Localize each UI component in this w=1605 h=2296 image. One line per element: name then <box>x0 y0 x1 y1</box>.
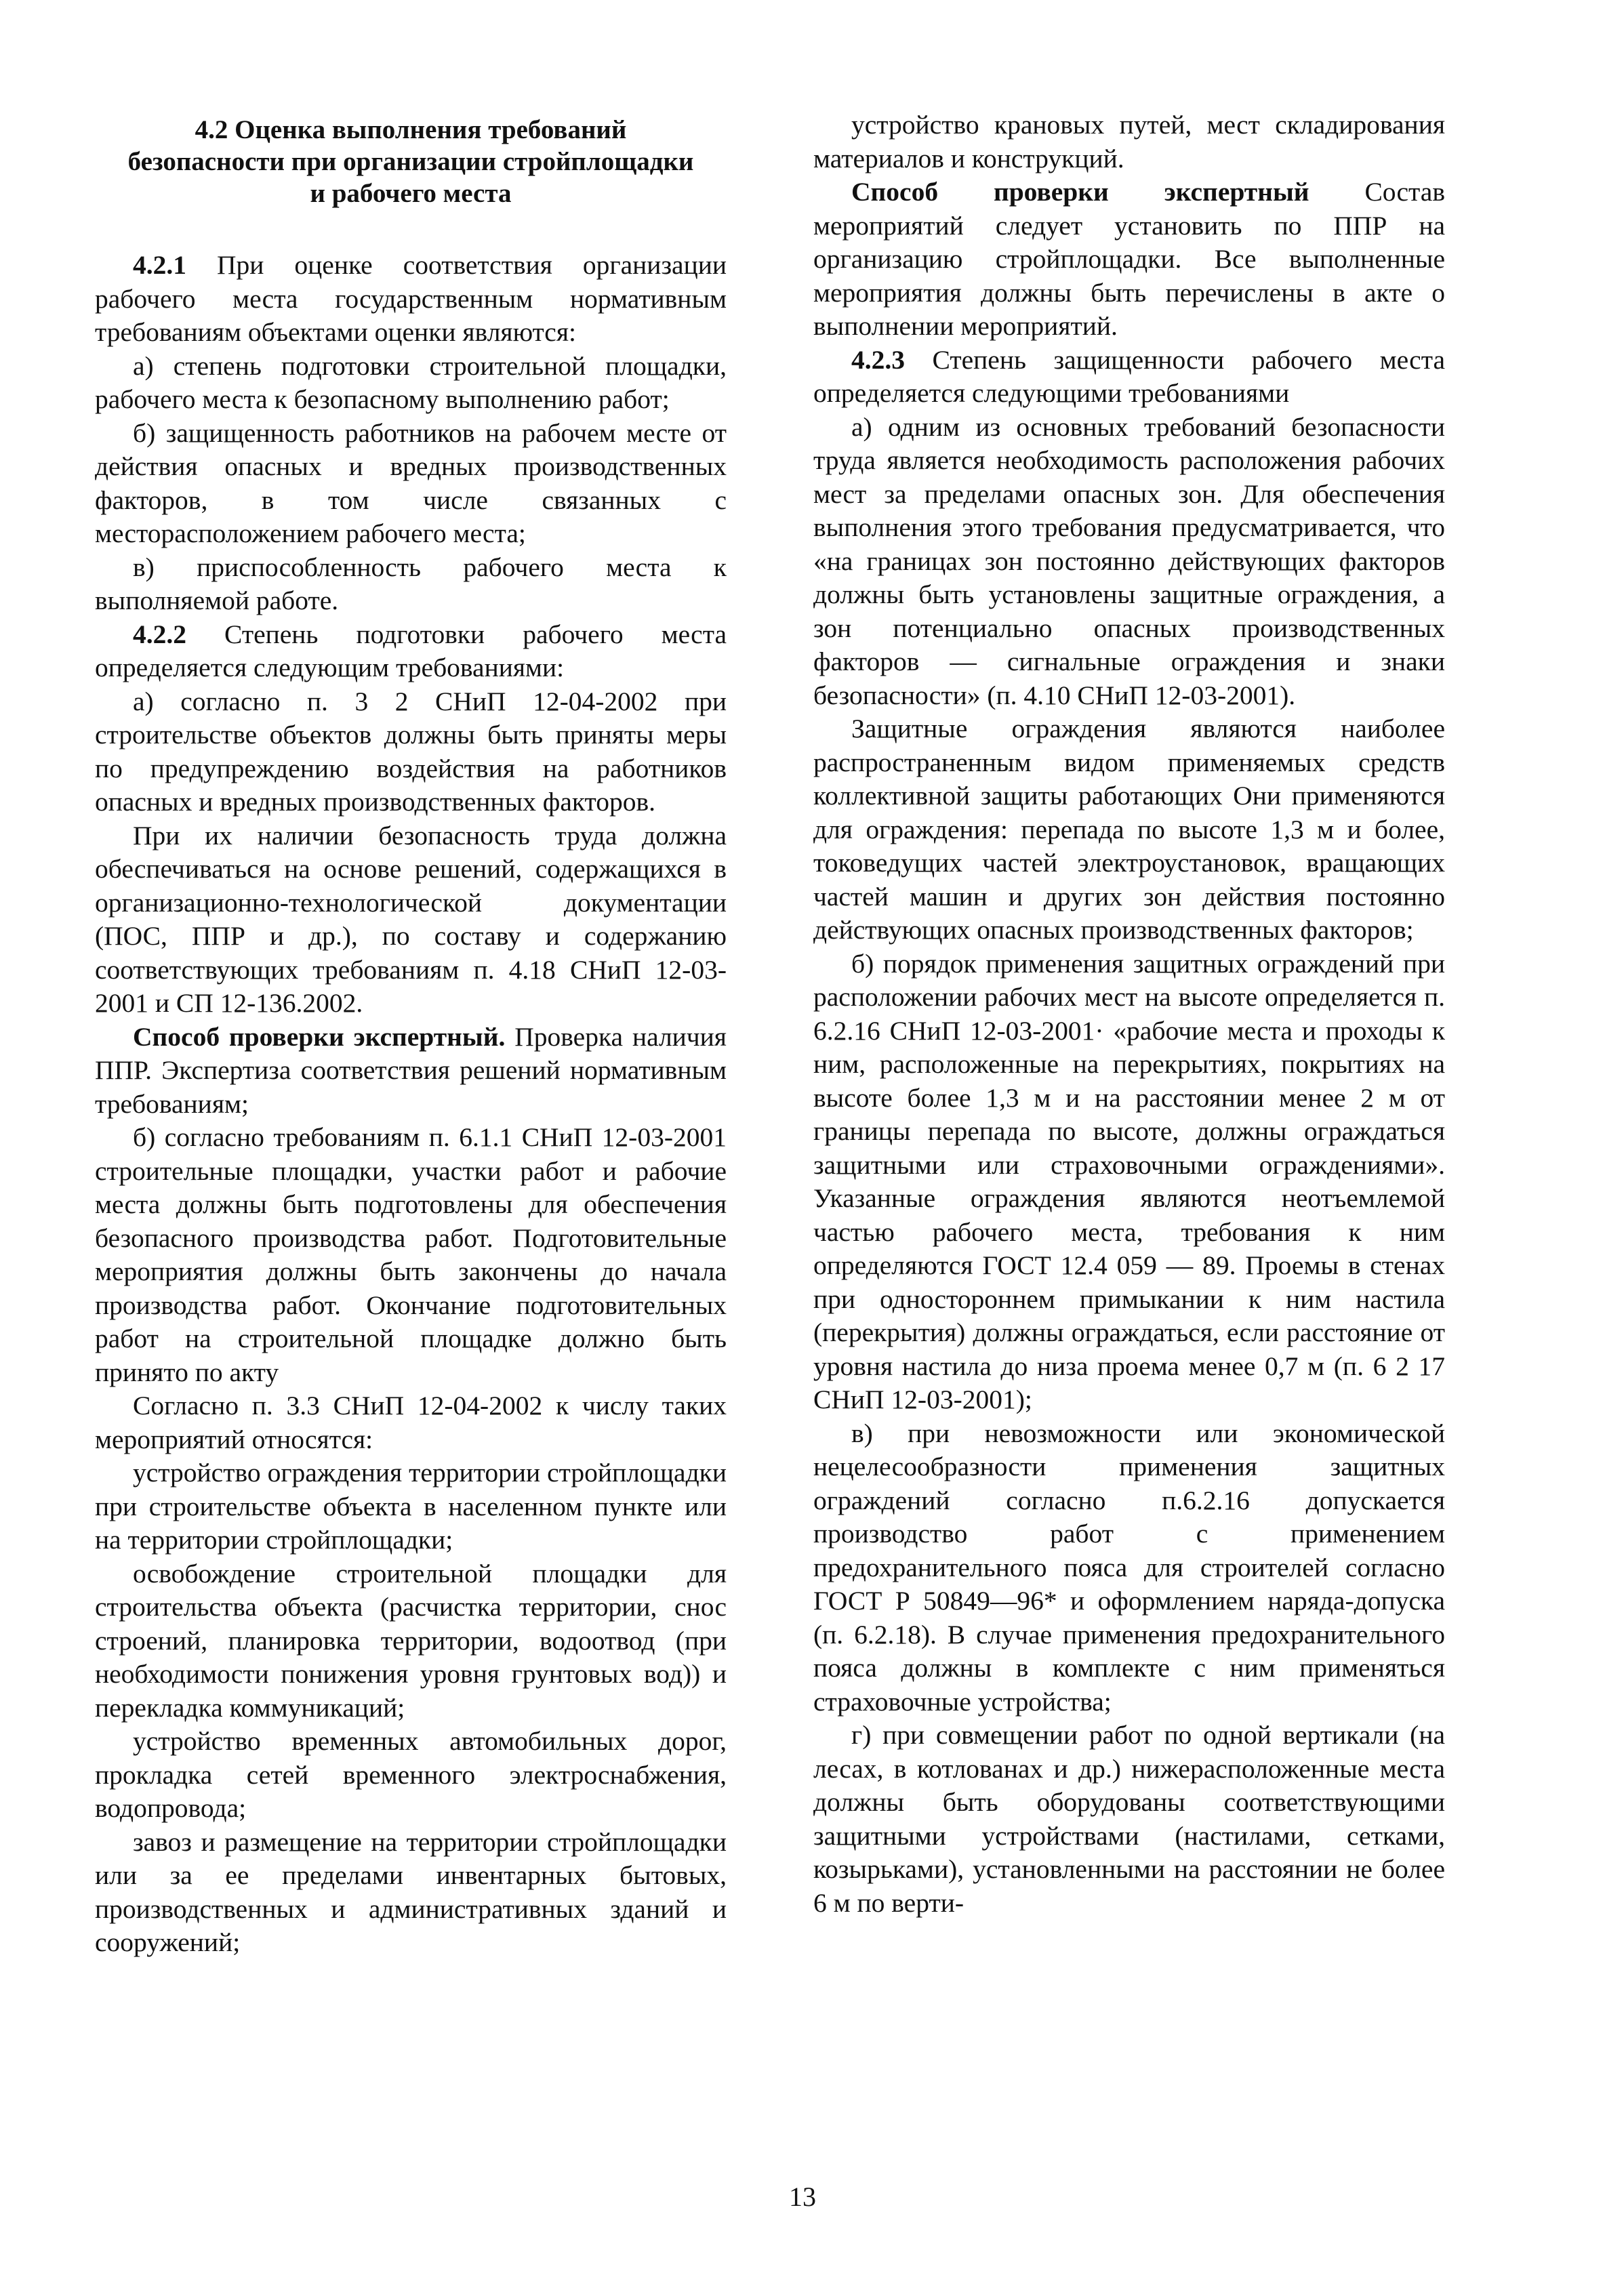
paragraph: г) при совмещении работ по одной вертикали (на лесах, в котлованах и др.) нижерасположенные места должны быть оборудованы соответствующими защитными устройствами (настилами, сетками, козырьками), установленными на расстоянии не более 6 м по верти- <box>813 1720 1445 1918</box>
heading-line-2: безопасности при организации стройплощадки <box>127 147 694 176</box>
paragraph-4-2-2 <box>95 618 727 685</box>
paragraph: Согласно п. 3.3 СНиП 12-04-2002 к числу таких мероприятий относятся: <box>95 1391 727 1454</box>
paragraph: а) согласно п. 3 2 СНиП 12-04-2002 при строительстве объектов должны быть приняты меры по предупреждению воздействия на работников опасных и вредных производственных факторов. <box>95 686 727 817</box>
paragraph: б) защищенность работников на рабочем месте от действия опасных и вредных производственных факторов, в том числе связанных с месторасположением рабочего места; <box>95 417 727 548</box>
paragraph: б) порядок применения защитных ограждений при расположении рабочих мест на высоте определяется п. 6.2.16 СНиП 12-03-2001· «рабочие места и проходы к ним, расположенные на перекрытиях, покрытиях на высоте более 1,3 м и на расстоянии менее 2 м от границы перепада по высоте, должны ограждаться защитными или страховочными ограждениями». Указанные ограждения являются неотъемлемой частью рабочего места, требования к ним определяются ГОСТ 12.4 059 — 89. Проемы в стенах при одностороннем примыкании к ним настила (перекрытия) должны ограждаться, если расстояние от уровня настила до низа проема менее 0,7 м (п. 6 2 17 СНиП 12-03-2001); <box>813 948 1445 1414</box>
paragraph-text: Проверка наличия ППР. Экспертиза соответствия решений нормативным требованиям; <box>95 1021 727 1119</box>
check-method-label: Способ проверки экспертный <box>851 177 1309 207</box>
heading-line-3: и рабочего места <box>310 179 512 208</box>
paragraph-text: Состав мероприятий следует установить по ППР на организацию стройплощадки. Все выполненные мероприятия должны быть перечислены в акте о выполнении мероприятий. <box>813 177 1445 341</box>
page-number: 13 <box>789 2181 816 2212</box>
heading-line-1: 4.2 Оценка выполнения требований <box>195 115 627 144</box>
left-column <box>95 108 727 1960</box>
clause-number: 4.2.2 <box>133 619 186 649</box>
paragraph: а) одним из основных требований безопасности труда является необходимость расположения рабочих мест за пределами опасных зон. Для обеспечения выполнения этого требования предусматривается, что «на границах зон постоянно действующих факторов должны быть установлены защитные ограждения, а зон потенциально опасных производственных факторов — сигнальные ограждения и знаки безопасности» (п. 4.10 СНиП 12-03-2001). <box>813 411 1445 710</box>
paragraph: Защитные ограждения являются наиболее распространенным видом применяемых средств коллективной защиты работающих Они применяются для ограждения: перепада по высоте 1,3 м и более, токоведущих частей электроустановок, вращающих частей машин и других зон действия постоянно действующих опасных производственных факторов; <box>813 714 1445 945</box>
right-column <box>813 108 1445 1920</box>
list-item: устройство временных автомобильных дорог, прокладка сетей временного электроснабжения, водопровода; <box>95 1726 727 1823</box>
paragraph-text: При оценке соответствия организации рабочего места государственным нормативным требованиям объектами оценки являются: <box>95 250 727 347</box>
paragraph: в) приспособленность рабочего места к выполняемой работе. <box>95 552 727 615</box>
paragraph: в) при невозможности или экономической нецелесообразности применения защитных ограждений согласно п.6.2.16 допускается производство работ с применением предохранительного пояса для строителей согласно ГОСТ Р 50849—96* и оформлением наряда-допуска (п. 6.2.18). В случае применения предохранительного пояса должны в комплекте с ним применяться страховочные устройства; <box>813 1418 1445 1717</box>
paragraph-check-method <box>813 176 1445 344</box>
paragraph: б) согласно требованиям п. 6.1.1 СНиП 12-03-2001 строительные площадки, участки работ и рабочие места должны быть подготовлены для обеспечения безопасного производства работ. Подготовительные мероприятия должны быть закончены до начала производства работ. Окончание подготовительных работ на строительной площадке должно быть принято по акту <box>95 1122 727 1387</box>
list-item: завоз и размещение на территории стройплощадки или за ее пределами инвентарных бытовых, производственных и административных зданий и сооружений; <box>95 1826 727 1957</box>
paragraph-text: Степень защищенности рабочего места определяется следующими требованиями <box>813 344 1445 408</box>
list-item: устройство крановых путей, мест складирования материалов и конструкций. <box>813 110 1445 173</box>
paragraph: а) степень подготовки строительной площадки, рабочего места к безопасному выполнению работ; <box>95 350 727 414</box>
paragraph-4-2-3 <box>813 344 1445 411</box>
list-item: устройство ограждения территории стройплощадки при строительстве объекта в населенном пункте или на территории стройплощадки; <box>95 1458 727 1555</box>
check-method-label: Способ проверки экспертный. <box>133 1021 506 1052</box>
paragraph: При их наличии безопасность труда должна обеспечиваться на основе решений, содержащихся в организационно-технологической документации (ПОС, ППР и др.), по составу и содержанию соответствующих требованиям п. 4.18 СНиП 12-03-2001 и СП 12-136.2002. <box>95 820 727 1018</box>
clause-number: 4.2.3 <box>851 344 905 375</box>
paragraph-text: Степень подготовки рабочего места определяется следующим требованиями: <box>95 619 727 682</box>
paragraph-4-2-1 <box>95 249 727 350</box>
list-item: освобождение строительной площадки для строительства объекта (расчистка территории, снос строений, планировка территории, водоотвод (при необходимости понижения уровня грунтовых вод)) и перекладка коммуникаций; <box>95 1558 727 1723</box>
paragraph-check-method <box>95 1021 727 1122</box>
clause-number: 4.2.1 <box>133 250 186 280</box>
section-heading <box>95 114 727 209</box>
